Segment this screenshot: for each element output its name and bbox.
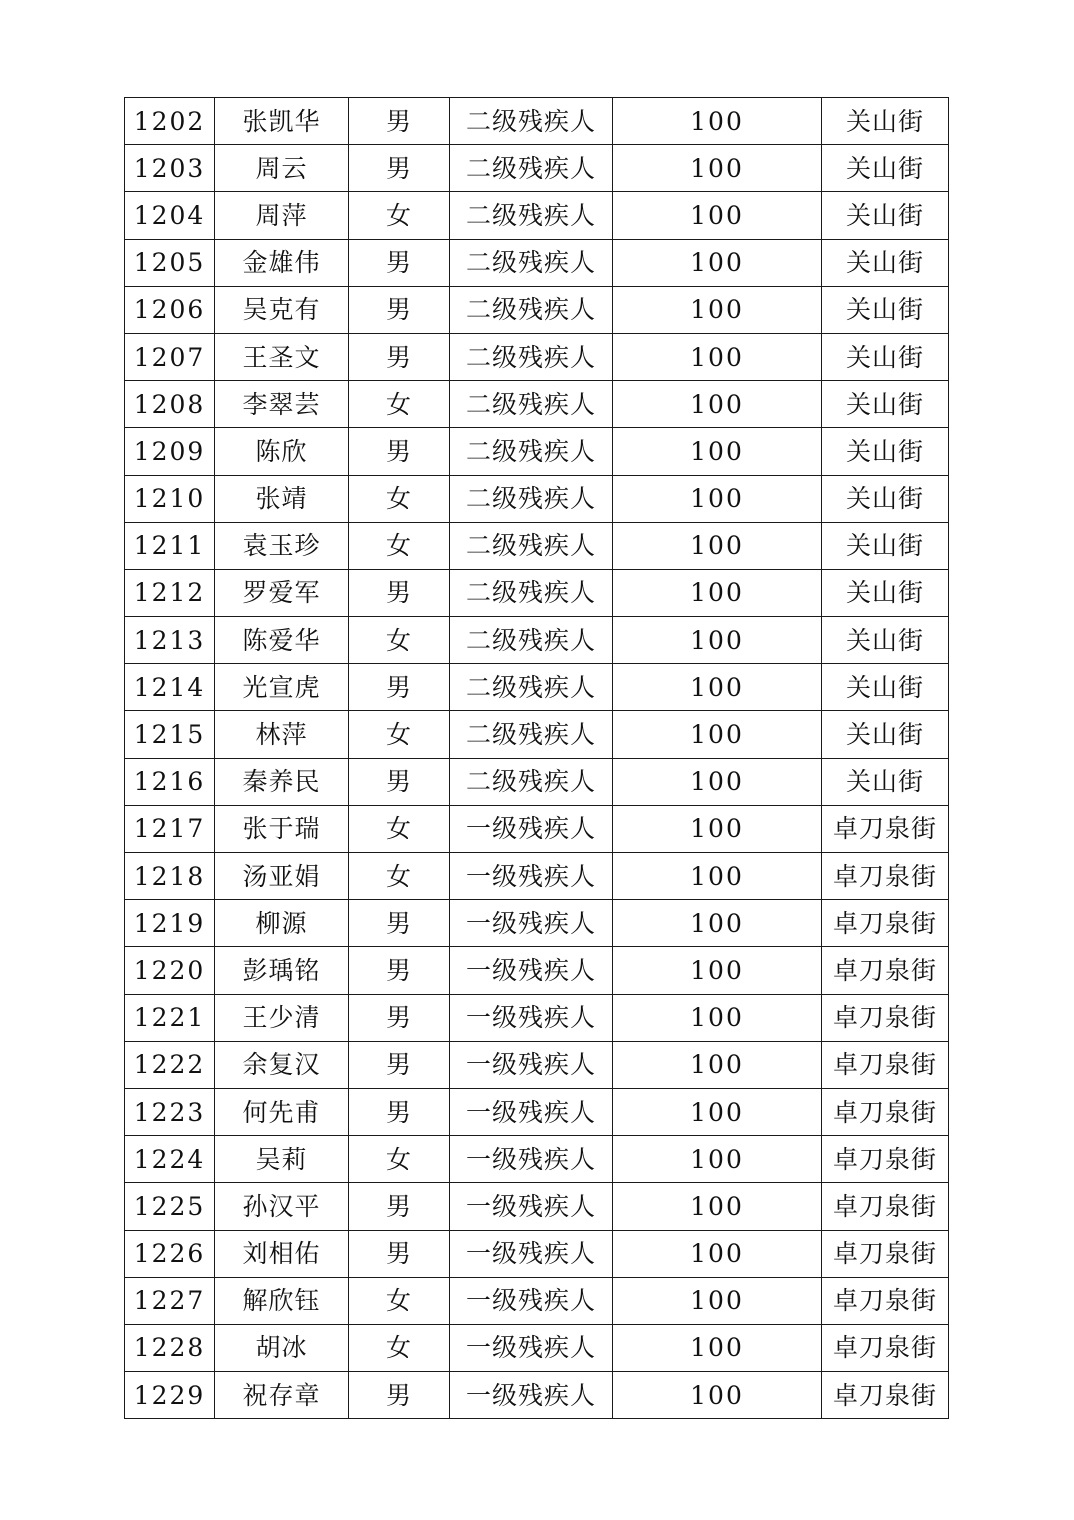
serial-number-cell: 1210	[125, 475, 215, 522]
gender-cell: 男	[349, 333, 450, 380]
gender-cell: 女	[349, 617, 450, 664]
street-cell: 卓刀泉街	[822, 900, 949, 947]
amount-cell: 100	[613, 711, 822, 758]
street-cell: 关山街	[822, 98, 949, 145]
table-row	[125, 239, 949, 286]
disability-level-cell: 一级残疾人	[450, 1136, 613, 1183]
name-cell: 余复汉	[215, 1041, 349, 1088]
table-row	[125, 569, 949, 616]
disability-level-cell: 一级残疾人	[450, 1088, 613, 1135]
amount-cell: 100	[613, 617, 822, 664]
serial-number-cell: 1219	[125, 900, 215, 947]
disability-level-cell: 二级残疾人	[450, 569, 613, 616]
gender-cell: 男	[349, 98, 450, 145]
table-row	[125, 333, 949, 380]
name-cell: 周云	[215, 145, 349, 192]
street-cell: 卓刀泉街	[822, 1136, 949, 1183]
gender-cell: 男	[349, 569, 450, 616]
table-row	[125, 1372, 949, 1419]
amount-cell: 100	[613, 381, 822, 428]
table-row	[125, 381, 949, 428]
table-row	[125, 711, 949, 758]
name-cell: 周萍	[215, 192, 349, 239]
amount-cell: 100	[613, 664, 822, 711]
table-row	[125, 758, 949, 805]
name-cell: 柳源	[215, 900, 349, 947]
serial-number-cell: 1216	[125, 758, 215, 805]
table-row	[125, 1324, 949, 1371]
street-cell: 卓刀泉街	[822, 1324, 949, 1371]
disability-level-cell: 二级残疾人	[450, 381, 613, 428]
table-body	[125, 98, 949, 1419]
table-row	[125, 1136, 949, 1183]
street-cell: 关山街	[822, 428, 949, 475]
street-cell: 关山街	[822, 664, 949, 711]
amount-cell: 100	[613, 286, 822, 333]
table-row	[125, 1183, 949, 1230]
amount-cell: 100	[613, 900, 822, 947]
gender-cell: 男	[349, 1230, 450, 1277]
table-row	[125, 428, 949, 475]
street-cell: 关山街	[822, 239, 949, 286]
name-cell: 胡冰	[215, 1324, 349, 1371]
name-cell: 张于瑞	[215, 805, 349, 852]
amount-cell: 100	[613, 428, 822, 475]
disability-level-cell: 二级残疾人	[450, 664, 613, 711]
serial-number-cell: 1225	[125, 1183, 215, 1230]
serial-number-cell: 1223	[125, 1088, 215, 1135]
serial-number-cell: 1227	[125, 1277, 215, 1324]
amount-cell: 100	[613, 1372, 822, 1419]
name-cell: 李翠芸	[215, 381, 349, 428]
gender-cell: 女	[349, 853, 450, 900]
gender-cell: 男	[349, 1088, 450, 1135]
table-row	[125, 1277, 949, 1324]
table-row	[125, 947, 949, 994]
gender-cell: 男	[349, 145, 450, 192]
name-cell: 张靖	[215, 475, 349, 522]
serial-number-cell: 1208	[125, 381, 215, 428]
street-cell: 卓刀泉街	[822, 994, 949, 1041]
table-row	[125, 145, 949, 192]
disability-level-cell: 二级残疾人	[450, 333, 613, 380]
street-cell: 卓刀泉街	[822, 805, 949, 852]
table-row	[125, 98, 949, 145]
gender-cell: 女	[349, 1277, 450, 1324]
name-cell: 汤亚娟	[215, 853, 349, 900]
table-row	[125, 994, 949, 1041]
street-cell: 卓刀泉街	[822, 1088, 949, 1135]
gender-cell: 女	[349, 475, 450, 522]
street-cell: 关山街	[822, 758, 949, 805]
disability-level-cell: 二级残疾人	[450, 239, 613, 286]
disability-level-cell: 一级残疾人	[450, 994, 613, 1041]
disability-level-cell: 二级残疾人	[450, 475, 613, 522]
name-cell: 林萍	[215, 711, 349, 758]
street-cell: 卓刀泉街	[822, 1183, 949, 1230]
amount-cell: 100	[613, 758, 822, 805]
serial-number-cell: 1202	[125, 98, 215, 145]
gender-cell: 男	[349, 1372, 450, 1419]
name-cell: 金雄伟	[215, 239, 349, 286]
table-row	[125, 1041, 949, 1088]
amount-cell: 100	[613, 1183, 822, 1230]
amount-cell: 100	[613, 853, 822, 900]
serial-number-cell: 1212	[125, 569, 215, 616]
amount-cell: 100	[613, 1277, 822, 1324]
amount-cell: 100	[613, 192, 822, 239]
street-cell: 关山街	[822, 617, 949, 664]
gender-cell: 男	[349, 1041, 450, 1088]
table-row	[125, 192, 949, 239]
serial-number-cell: 1214	[125, 664, 215, 711]
gender-cell: 男	[349, 664, 450, 711]
amount-cell: 100	[613, 569, 822, 616]
disability-level-cell: 一级残疾人	[450, 1277, 613, 1324]
gender-cell: 男	[349, 1183, 450, 1230]
amount-cell: 100	[613, 333, 822, 380]
serial-number-cell: 1206	[125, 286, 215, 333]
street-cell: 关山街	[822, 711, 949, 758]
disability-level-cell: 二级残疾人	[450, 617, 613, 664]
serial-number-cell: 1211	[125, 522, 215, 569]
street-cell: 卓刀泉街	[822, 1277, 949, 1324]
gender-cell: 男	[349, 286, 450, 333]
amount-cell: 100	[613, 947, 822, 994]
amount-cell: 100	[613, 98, 822, 145]
disability-level-cell: 一级残疾人	[450, 1324, 613, 1371]
serial-number-cell: 1224	[125, 1136, 215, 1183]
name-cell: 光宣虎	[215, 664, 349, 711]
street-cell: 卓刀泉街	[822, 853, 949, 900]
serial-number-cell: 1228	[125, 1324, 215, 1371]
street-cell: 关山街	[822, 192, 949, 239]
amount-cell: 100	[613, 475, 822, 522]
disability-level-cell: 一级残疾人	[450, 1183, 613, 1230]
table-row	[125, 1088, 949, 1135]
disability-level-cell: 一级残疾人	[450, 805, 613, 852]
serial-number-cell: 1229	[125, 1372, 215, 1419]
gender-cell: 女	[349, 1324, 450, 1371]
amount-cell: 100	[613, 1136, 822, 1183]
table-row	[125, 900, 949, 947]
name-cell: 袁玉珍	[215, 522, 349, 569]
disability-level-cell: 二级残疾人	[450, 711, 613, 758]
gender-cell: 男	[349, 947, 450, 994]
serial-number-cell: 1215	[125, 711, 215, 758]
serial-number-cell: 1217	[125, 805, 215, 852]
disability-level-cell: 二级残疾人	[450, 98, 613, 145]
street-cell: 关山街	[822, 522, 949, 569]
street-cell: 关山街	[822, 286, 949, 333]
gender-cell: 男	[349, 428, 450, 475]
name-cell: 祝存章	[215, 1372, 349, 1419]
gender-cell: 女	[349, 805, 450, 852]
disability-level-cell: 一级残疾人	[450, 1372, 613, 1419]
name-cell: 吴克有	[215, 286, 349, 333]
name-cell: 陈爱华	[215, 617, 349, 664]
name-cell: 孙汉平	[215, 1183, 349, 1230]
disability-level-cell: 一级残疾人	[450, 900, 613, 947]
gender-cell: 男	[349, 239, 450, 286]
table-row	[125, 522, 949, 569]
name-cell: 王少清	[215, 994, 349, 1041]
serial-number-cell: 1213	[125, 617, 215, 664]
name-cell: 彭瑀铭	[215, 947, 349, 994]
amount-cell: 100	[613, 1230, 822, 1277]
gender-cell: 男	[349, 758, 450, 805]
street-cell: 关山街	[822, 145, 949, 192]
serial-number-cell: 1221	[125, 994, 215, 1041]
amount-cell: 100	[613, 1088, 822, 1135]
street-cell: 卓刀泉街	[822, 1372, 949, 1419]
name-cell: 刘相佑	[215, 1230, 349, 1277]
name-cell: 陈欣	[215, 428, 349, 475]
roster-table	[124, 97, 949, 1419]
name-cell: 解欣钰	[215, 1277, 349, 1324]
name-cell: 何先甫	[215, 1088, 349, 1135]
amount-cell: 100	[613, 994, 822, 1041]
serial-number-cell: 1209	[125, 428, 215, 475]
street-cell: 关山街	[822, 475, 949, 522]
disability-level-cell: 一级残疾人	[450, 1230, 613, 1277]
name-cell: 王圣文	[215, 333, 349, 380]
disability-level-cell: 二级残疾人	[450, 522, 613, 569]
serial-number-cell: 1207	[125, 333, 215, 380]
disability-level-cell: 二级残疾人	[450, 145, 613, 192]
amount-cell: 100	[613, 1324, 822, 1371]
serial-number-cell: 1218	[125, 853, 215, 900]
street-cell: 关山街	[822, 333, 949, 380]
street-cell: 卓刀泉街	[822, 1041, 949, 1088]
name-cell: 吴莉	[215, 1136, 349, 1183]
gender-cell: 女	[349, 711, 450, 758]
disability-level-cell: 一级残疾人	[450, 947, 613, 994]
gender-cell: 男	[349, 994, 450, 1041]
amount-cell: 100	[613, 805, 822, 852]
table-row	[125, 1230, 949, 1277]
name-cell: 张凯华	[215, 98, 349, 145]
gender-cell: 女	[349, 522, 450, 569]
table-row	[125, 617, 949, 664]
table-row	[125, 286, 949, 333]
amount-cell: 100	[613, 522, 822, 569]
gender-cell: 男	[349, 900, 450, 947]
amount-cell: 100	[613, 1041, 822, 1088]
gender-cell: 女	[349, 192, 450, 239]
street-cell: 卓刀泉街	[822, 1230, 949, 1277]
serial-number-cell: 1203	[125, 145, 215, 192]
name-cell: 秦养民	[215, 758, 349, 805]
serial-number-cell: 1220	[125, 947, 215, 994]
gender-cell: 女	[349, 381, 450, 428]
gender-cell: 女	[349, 1136, 450, 1183]
disability-level-cell: 一级残疾人	[450, 1041, 613, 1088]
disability-level-cell: 二级残疾人	[450, 286, 613, 333]
serial-number-cell: 1222	[125, 1041, 215, 1088]
serial-number-cell: 1226	[125, 1230, 215, 1277]
serial-number-cell: 1205	[125, 239, 215, 286]
name-cell: 罗爱军	[215, 569, 349, 616]
table-row	[125, 475, 949, 522]
street-cell: 关山街	[822, 381, 949, 428]
table-row	[125, 805, 949, 852]
table-row	[125, 664, 949, 711]
amount-cell: 100	[613, 239, 822, 286]
disability-level-cell: 二级残疾人	[450, 428, 613, 475]
disability-level-cell: 二级残疾人	[450, 192, 613, 239]
street-cell: 关山街	[822, 569, 949, 616]
street-cell: 卓刀泉街	[822, 947, 949, 994]
disability-level-cell: 一级残疾人	[450, 853, 613, 900]
table-row	[125, 853, 949, 900]
serial-number-cell: 1204	[125, 192, 215, 239]
disability-level-cell: 二级残疾人	[450, 758, 613, 805]
amount-cell: 100	[613, 145, 822, 192]
